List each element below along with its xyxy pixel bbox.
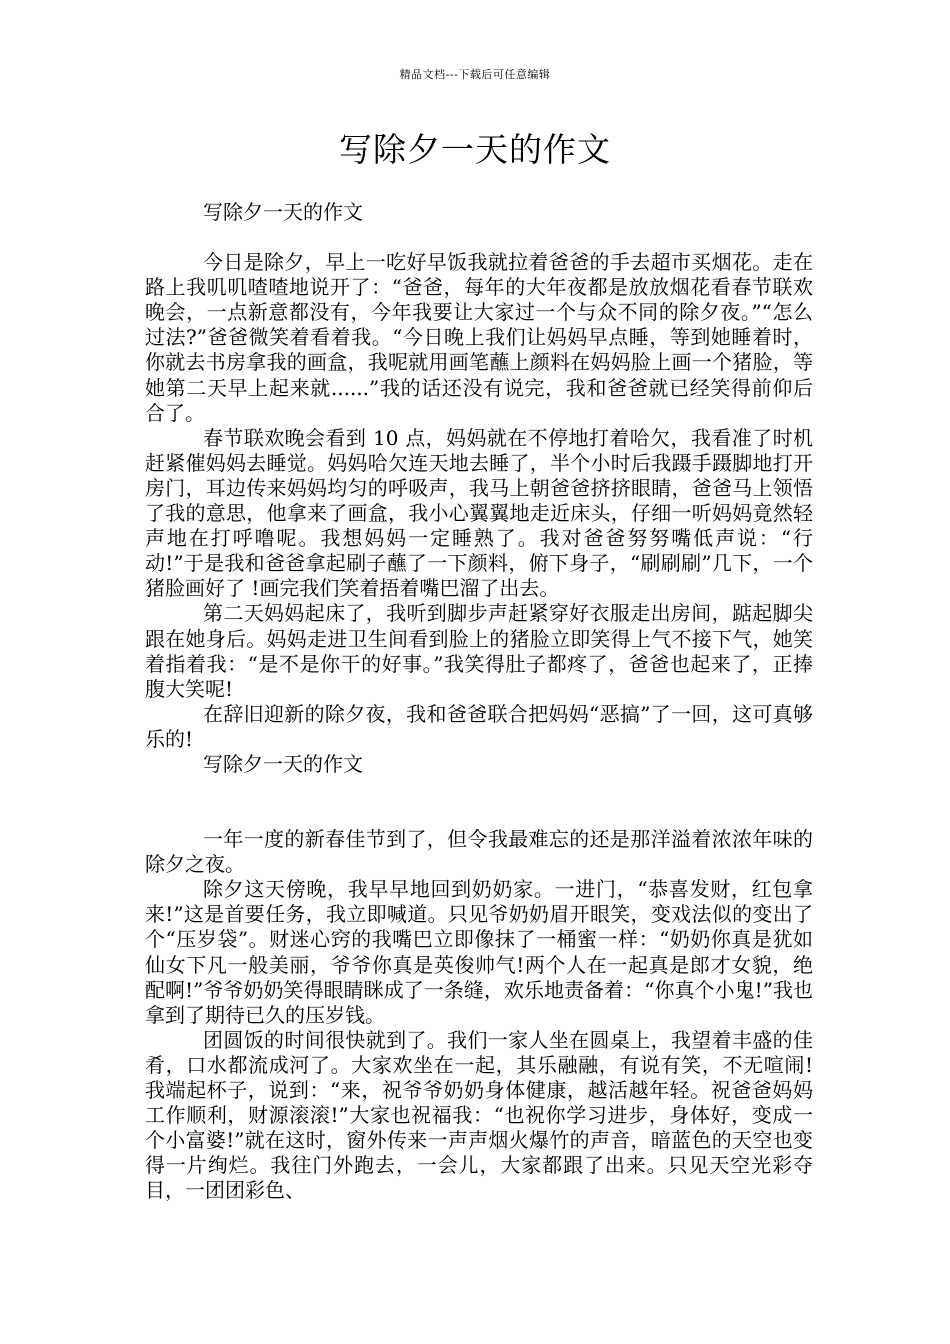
- paragraph-spacer: [145, 225, 813, 250]
- section-heading: 写除夕一天的作文: [203, 200, 363, 224]
- body-paragraph: 春节联欢晚会看到 10 点，妈妈就在不停地打着哈欠，我看准了时机赶紧催妈妈去睡觉。妈妈哈欠连天地去睡了，半个小时后我蹑手蹑脚地打开房门，耳边传来妈妈均匀的呼吸声，我马上朝爸爸挤挤眼睛，爸爸马上领悟了我的意思，他拿来了画盒，我小心翼翼地走近床头，仔细一听妈妈竟然轻声地在打呼噜呢。我想妈妈一定睡熟了。我对爸爸努努嘴低声说：“行动!”于是我和爸爸拿起刷子蘸了一下颜料，俯下身子，“刷刷刷”几下，一个猪脸画好了 !画完我们笑着捂着嘴巴溜了出去。: [145, 425, 813, 601]
- paragraph-spacer: [145, 802, 813, 827]
- document-body: [145, 200, 813, 1203]
- body-paragraph: 除夕这天傍晚，我早早地回到奶奶家。一进门，“恭喜发财，红包拿来!”这是首要任务，我立即喊道。只见爷奶奶眉开眼笑，变戏法似的变出了个“压岁袋”。财迷心窍的我嘴巴立即像抹了一桶蜜一样：“奶奶你真是犹如仙女下凡一般美丽，爷爷你真是英俊帅气!两个人在一起真是郎才女貌，绝配啊!”爷爷奶奶笑得眼睛眯成了一条缝，欢乐地责备着：“你真个小鬼!”我也拿到了期待已久的压岁钱。: [145, 877, 813, 1027]
- body-paragraph: 一年一度的新春佳节到了，但令我最难忘的还是那洋溢着浓浓年味的除夕之夜。: [145, 827, 813, 877]
- body-paragraph: 今日是除夕，早上一吃好早饭我就拉着爸爸的手去超市买烟花。走在路上我叽叽喳喳地说开了：“爸爸，每年的大年夜都是放放烟花看春节联欢晚会，一点新意都没有，今年我要让大家过一个与众不同的除夕夜。”“怎么过法?”爸爸微笑着看着我。“今日晚上我们让妈妈早点睡，等到她睡着时，你就去书房拿我的画盒，我呢就用画笔蘸上颜料在妈妈脸上画一个猪脸，等她第二天早上起来就......”我的话还没有说完，我和爸爸就已经笑得前仰后合了。: [145, 250, 813, 425]
- body-paragraph: 第二天妈妈起床了，我听到脚步声赶紧穿好衣服走出房间，踮起脚尖跟在她身后。妈妈走进卫生间看到脸上的猪脸立即笑得上气不接下气，她笑着指着我：“是不是你干的好事。”我笑得肚子都疼了，爸爸也起来了，正捧腹大笑呢!: [145, 601, 813, 701]
- paragraph-spacer: [145, 777, 813, 802]
- page-header-note: 精品文档---下载后可任意编辑: [399, 68, 551, 81]
- section-heading: 写除夕一天的作文: [203, 751, 363, 776]
- body-paragraph: 在辞旧迎新的除夕夜，我和爸爸联合把妈妈“恶搞”了一回，这可真够乐的!: [145, 701, 813, 751]
- body-paragraph: 团圆饭的时间很快就到了。我们一家人坐在圆桌上，我望着丰盛的佳肴，口水都流成河了。大家欢坐在一起，其乐融融，有说有笑，不无喧闹!我端起杯子，说到：“来，祝爷爷奶奶身体健康，越活越年轻。祝爸爸妈妈工作顺利，财源滚滚!”大家也祝福我：“也祝你学习进步，身体好，变成一个小富婆!”就在这时，窗外传来一声声烟火爆竹的声音，暗蓝色的天空也变得一片绚烂。我往门外跑去，一会儿，大家都跟了出来。只见天空光彩夺目，一团团彩色、: [145, 1027, 813, 1203]
- document-title: 写除夕一天的作文: [339, 130, 611, 169]
